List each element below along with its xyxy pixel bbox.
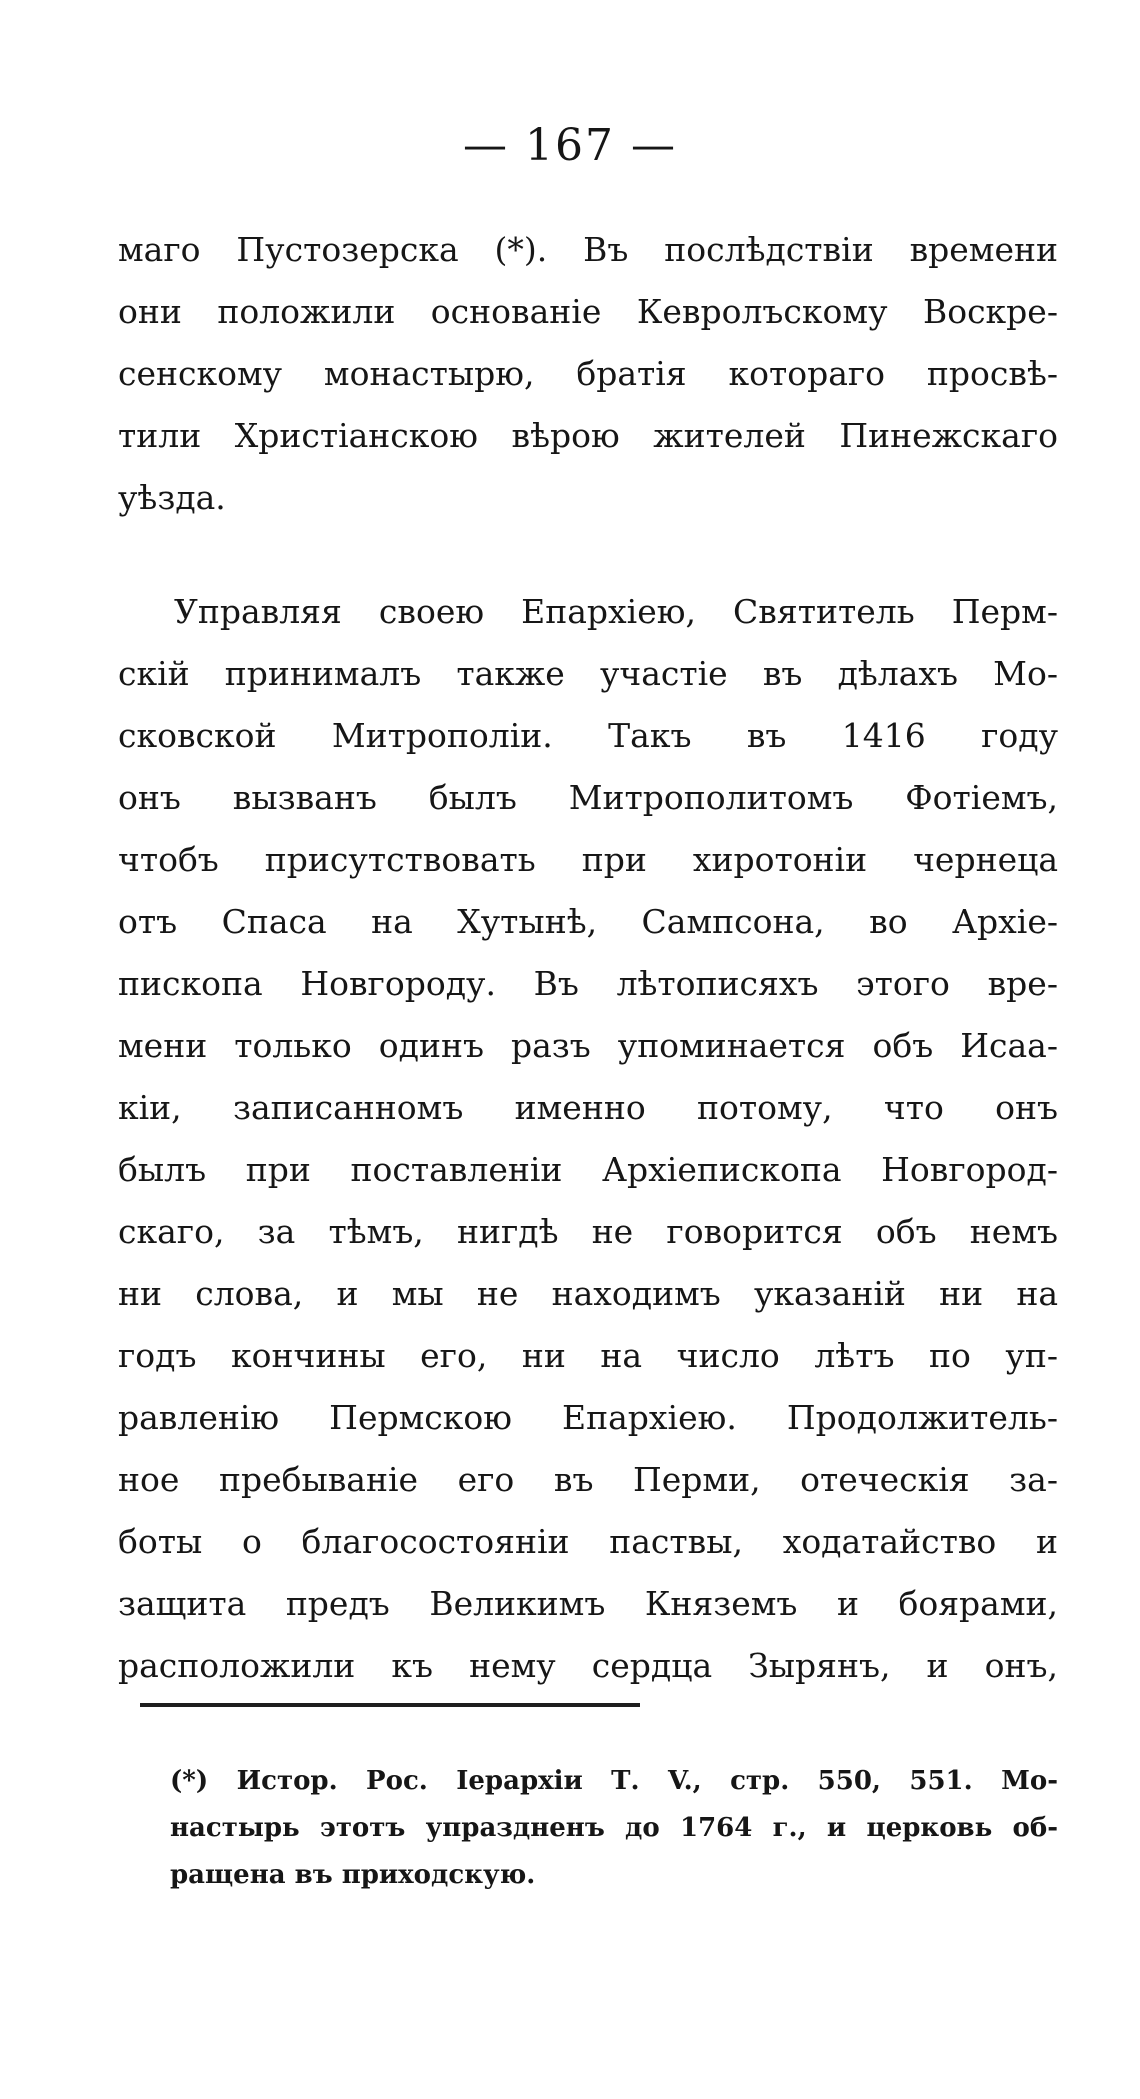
text-line: пископа Новгороду. Въ лѣтописяхъ этого вре- (118, 964, 1058, 1003)
text-line: сковской Митрополіи. Такъ въ 1416 году (118, 716, 1058, 755)
text-line: боты о благосостояніи паствы, ходатайство и (118, 1522, 1058, 1561)
text-line: ное пребываніе его въ Перми, отеческія за- (118, 1460, 1058, 1499)
text-line: скій принималъ также участіе въ дѣлахъ Мо- (118, 654, 1058, 693)
text-line: отъ Спаса на Хутынѣ, Сампсона, во Архіе- (118, 902, 1058, 941)
footnote-line: настырь этотъ упраздненъ до 1764 г., и церковь об- (170, 1813, 1058, 1843)
text-line: ни слова, и мы не находимъ указаній ни на (118, 1274, 1058, 1313)
footnote-rule (140, 1703, 640, 1707)
text-line: защита предъ Великимъ Княземъ и боярами, (118, 1584, 1058, 1623)
text-line: уѣзда. (118, 478, 226, 517)
text-line: кіи, записанномъ именно потому, что онъ (118, 1088, 1058, 1127)
footnote-line: ращена въ приходскую. (170, 1860, 536, 1890)
text-line: сенскому монастырю, братія котораго просвѣ- (118, 354, 1058, 393)
text-line: равленію Пермскою Епархіею. Продолжитель- (118, 1398, 1058, 1437)
text-line: маго Пустозерска (*). Въ послѣдствіи времени (118, 230, 1058, 269)
paragraph-2 (118, 581, 1058, 1697)
text-line: мени только одинъ разъ упоминается объ Исаа- (118, 1026, 1058, 1065)
text-line: онъ вызванъ былъ Митрополитомъ Фотіемъ, (118, 778, 1058, 817)
text-line: скаго, за тѣмъ, нигдѣ не говорится объ немъ (118, 1212, 1058, 1251)
page-number: — 167 — (463, 120, 677, 171)
text-line: былъ при поставленіи Архіепископа Новгород- (118, 1150, 1058, 1189)
text-line: они положили основаніе Кевролъскому Воскре- (118, 292, 1058, 331)
footnote (170, 1758, 1058, 1899)
text-line: чтобъ присутствовать при хиротоніи чернеца (118, 840, 1058, 879)
footnote-line: (*) Истор. Рос. Іерархіи Т. V., стр. 550, 551. Мо- (170, 1766, 1058, 1796)
text-line: расположили къ нему сердца Зырянъ, и онъ, (118, 1646, 1058, 1685)
text-line: годъ кончины его, ни на число лѣтъ по уп- (118, 1336, 1058, 1375)
paragraph-1 (118, 219, 1058, 529)
text-line: Управляя своею Епархіею, Святитель Перм- (174, 592, 1058, 631)
text-line: тили Христіанскою вѣрою жителей Пинежскаго (118, 416, 1058, 455)
